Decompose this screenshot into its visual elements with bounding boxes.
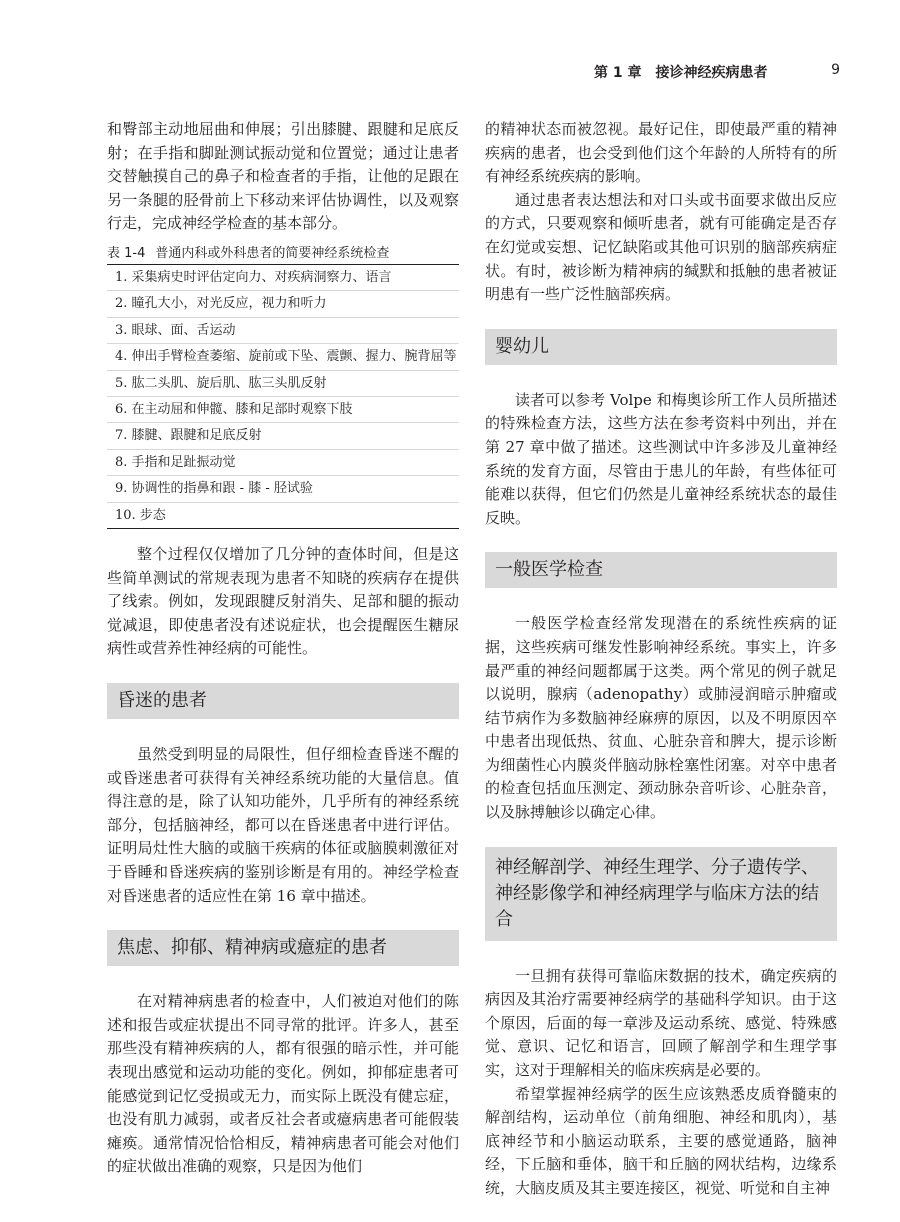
table-row: 8. 手指和足趾振动觉 bbox=[107, 450, 459, 476]
table-title bbox=[107, 242, 459, 265]
running-header bbox=[594, 62, 840, 88]
table-row: 2. 瞳孔大小，对光反应，视力和听力 bbox=[107, 291, 459, 317]
paragraph: 希望掌握神经病学的医生应该熟悉皮质脊髓束的解剖结构，运动单位（前角细胞、神经和肌肉），基底神经节和小脑运动联系，主要的感觉通路，脑神经，下丘脑和垂体，脑干和丘脑的网状结构，边缘系统，大脑皮质及其主要连接区，视觉、听觉和自主神 bbox=[485, 1084, 837, 1197]
table-caption: 普通内科或外科患者的简要神经系统检查 bbox=[155, 245, 390, 261]
paragraph: 整个过程仅仅增加了几分钟的查体时间，但是这些简单测试的常规表现为患者不知晓的疾病存在提供了线索。例如，发现跟腱反射消失、足部和腿的振动觉减退，即使患者没有述说症状，也会提醒医生糖尿病性或营养性神经病的可能性。 bbox=[107, 545, 459, 658]
paragraph: 在对精神病患者的检查中，人们被迫对他们的陈述和报告或症状提出不同寻常的批评。许多人，甚至那些没有精神疾病的人，都有很强的暗示性，并可能表现出感觉和运动功能的变化。例如，抑郁症患者可能感觉到记忆受损或无力，而实际上既没有健忘症，也没有肌力减弱，或者反社会者或癔病患者可能假装瘫痪。通常情况恰恰相反，精神病患者可能会对他们的症状做出准确的观察，只是因为他们 bbox=[107, 992, 459, 1176]
section-heading-psychiatric: 焦虑、抑郁、精神病或癔症的患者 bbox=[107, 930, 459, 966]
table-row: 10. 步态 bbox=[107, 503, 459, 529]
table-row: 9. 协调性的指鼻和跟 - 膝 - 胫试验 bbox=[107, 476, 459, 502]
paragraph: 和臀部主动地屈曲和伸展；引出膝腱、跟腱和足底反射；在手指和脚趾测试振动觉和位置觉；通过让患者交替触摸自己的鼻子和检查者的手指，让他的足跟在另一条腿的胫骨前上下移动来评估协调性，以及观察行走，完成神经学检查的基本部分。 bbox=[107, 120, 459, 233]
page-number: 9 bbox=[831, 62, 840, 78]
table-row: 5. 肱二头肌、旋后肌、肱三头肌反射 bbox=[107, 371, 459, 397]
section-heading-general-exam: 一般医学检查 bbox=[485, 552, 837, 588]
paragraph: 读者可以参考 Volpe 和梅奥诊所工作人员所描述的特殊检查方法，这些方法在参考资料中列出，并在第 27 章中做了描述。这些测试中许多涉及儿童神经系统的发育方面，尽管由于患儿的年龄，有些体征可能难以获得，但它们仍然是儿童神经系统状态的最佳反映。 bbox=[485, 390, 837, 527]
paragraph: 一般医学检查经常发现潜在的系统性疾病的证据，这些疾病可继发性影响神经系统。事实上，许多最严重的神经问题都属于这类。两个常见的例子就足以说明，腺病（adenopathy）或肺浸润暗示肿瘤或结节病作为多数脑神经麻痹的原因，以及不明原因卒中患者出现低热、贫血、心脏杂音和脾大，提示诊断为细菌性心内膜炎伴脑动脉栓塞性闭塞。对卒中患者的检查包括血压测定、颈动脉杂音听诊、心脏杂音，以及脉搏触诊以确定心律。 bbox=[485, 614, 837, 822]
table-number: 表 1-4 bbox=[107, 245, 146, 261]
paragraph: 虽然受到明显的局限性，但仔细检查昏迷不醒的或昏迷患者可获得有关神经系统功能的大量信息。值得注意的是，除了认知功能外，几乎所有的神经系统部分，包括脑神经，都可以在昏迷患者中进行评估。证明局灶性大脑的或脑干疾病的体征或脑膜刺激征对于昏睡和昏迷疾病的鉴别诊断是有用的。神经学检查对昏迷患者的适应性在第 16 章中描述。 bbox=[107, 745, 459, 905]
section-heading-infants: 婴幼儿 bbox=[485, 329, 837, 365]
exam-table bbox=[107, 265, 459, 529]
left-column bbox=[107, 118, 459, 1179]
table-row: 7. 膝腱、跟腱和足底反射 bbox=[107, 423, 459, 449]
paragraph: 的精神状态而被忽视。最好记住，即使最严重的精神疾病的患者，也会受到他们这个年龄的人所特有的所有神经系统疾病的影响。 bbox=[485, 120, 837, 186]
chapter-title: 第 1 章 接诊神经疾病患者 bbox=[594, 65, 768, 81]
section-heading-coma: 昏迷的患者 bbox=[107, 683, 459, 719]
table-row: 4. 伸出手臂检查萎缩、旋前或下坠、震颤、握力、腕背屈等 bbox=[107, 344, 459, 370]
right-column bbox=[485, 118, 837, 1201]
table-row: 1. 采集病史时评估定向力、对疾病洞察力、语言 bbox=[107, 265, 459, 291]
table-row: 6. 在主动屈和伸髋、膝和足部时观察下肢 bbox=[107, 397, 459, 423]
paragraph: 通过患者表达想法和对口头或书面要求做出反应的方式，只要观察和倾听患者，就有可能确定是否存在幻觉或妄想、记忆缺陷或其他可识别的脑部疾病症状。有时，被诊断为精神病的缄默和抵触的患者被证明患有一些广泛性脑部疾病。 bbox=[485, 190, 837, 304]
section-heading-integration: 神经解剖学、神经生理学、分子遗传学、神经影像学和神经病理学与临床方法的结合 bbox=[485, 847, 837, 941]
paragraph: 一旦拥有获得可靠临床数据的技术，确定疾病的病因及其治疗需要神经病学的基础科学知识。由于这个原因，后面的每一章涉及运动系统、感觉、特殊感觉、意识、记忆和语言，回顾了解剖学和生理学事实，这对于理解相关的临床疾病是必要的。 bbox=[485, 966, 837, 1080]
table-row: 3. 眼球、面、舌运动 bbox=[107, 318, 459, 344]
